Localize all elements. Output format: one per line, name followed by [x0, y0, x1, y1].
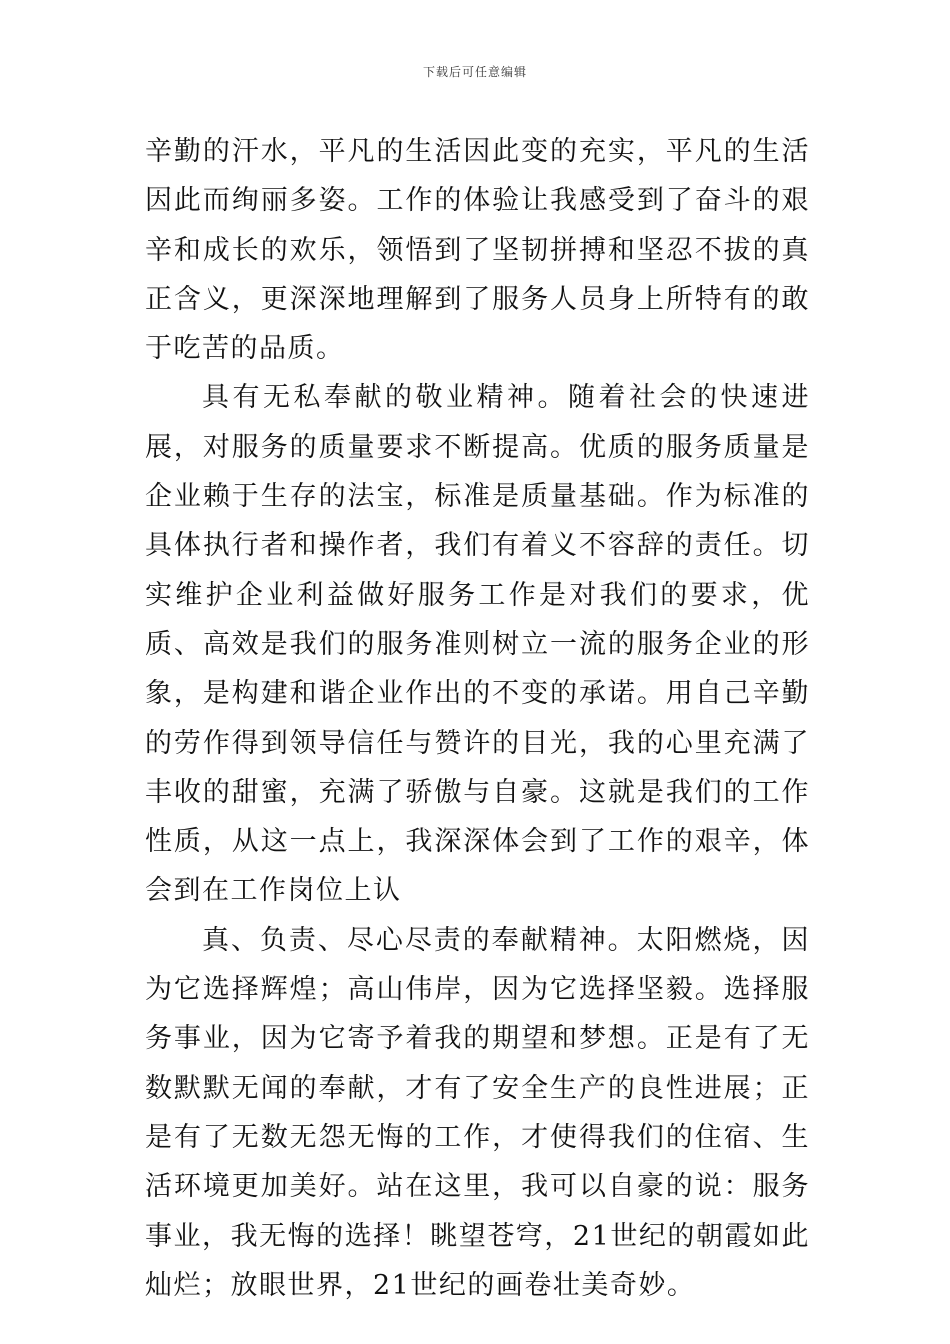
paragraph-1: 辛勤的汗水，平凡的生活因此变的充实，平凡的生活因此而绚丽多姿。工作的体验让我感受到了奋斗的艰辛和成长的欢乐，领悟到了坚韧拼搏和坚忍不拔的真正含义，更深深地理解到了服务人员身上所特有的敢于吃苦的品质。 — [145, 136, 810, 365]
paragraph-3: 真、负责、尽心尽责的奉献精神。太阳燃烧，因为它选择辉煌；高山伟岸，因为它选择坚毅。选择服务事业，因为它寄予着我的期望和梦想。正是有了无数默默无闻的奉献，才有了安全生产的良性进展；正是有了无数无怨无悔的工作，才使得我们的住宿、生活环境更加美好。站在这里，我可以自豪的说：服务事业，我无悔的选择！眺望苍穹，21世纪的朝霞如此灿烂；放眼世界，21世纪的画卷壮美奇妙。 — [145, 924, 810, 1301]
paragraph-2: 具有无私奉献的敬业精神。随着社会的快速进展，对服务的质量要求不断提高。优质的服务质量是企业赖于生存的法宝，标准是质量基础。作为标准的具体执行者和操作者，我们有着义不容辞的责任。切实维护企业利益做好服务工作是对我们的要求，优质、高效是我们的服务准则树立一流的服务企业的形象，是构建和谐企业作出的不变的承诺。用自己辛勤的劳作得到领导信任与赞许的目光，我的心里充满了丰收的甜蜜，充满了骄傲与自豪。这就是我们的工作性质，从这一点上，我深深体会到了工作的艰辛，体会到在工作岗位上认 — [145, 382, 810, 907]
page-header: 下载后可任意编辑 — [422, 65, 527, 79]
document-body — [145, 127, 810, 1310]
